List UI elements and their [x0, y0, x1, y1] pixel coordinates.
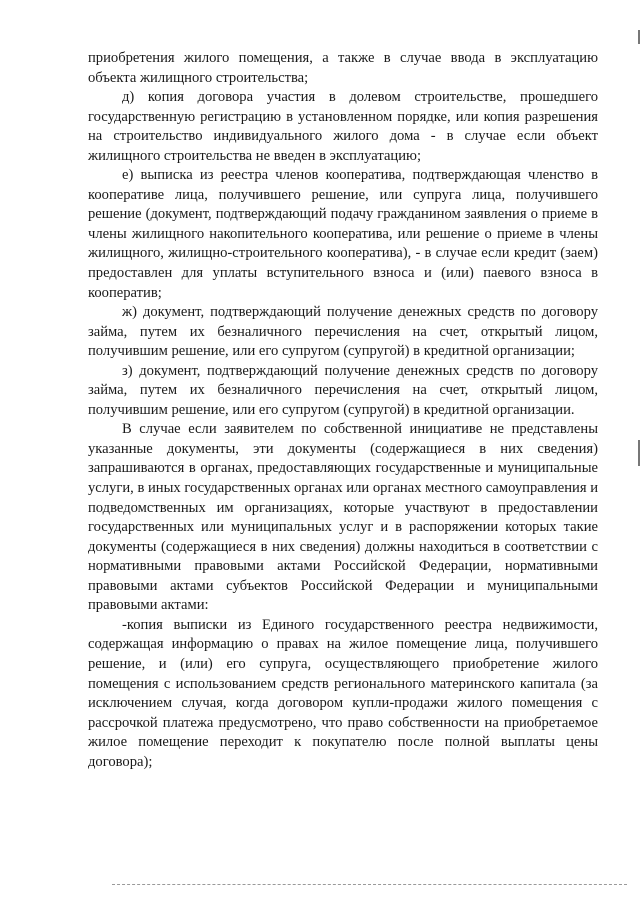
paragraph-item-e: е) выписка из реестра членов кооператива, подтверждающая членство в кооперативе лица, получившего решение, или супруга лица, получившего решение (документ, подтверждающий подачу гражданином заявления о приеме в члены жилищного накопительного кооператива, или решение о приеме в члены жилищного, жилищно-строительного кооператива), - в случае если кредит (заем) предоставлен для уплаты вступительного взноса и (или) паевого взноса в кооператив; — [88, 167, 598, 301]
paragraph-registry-extract: -копия выписки из Единого государственного реестра недвижимости, содержащая информацию о правах на жилое помещение лица, получившего решение, и (или) его супруга, осуществляющего приобретение жилого помещения с использованием средств регионального материнского капитала (за исключением случая, когда договором купли-продажи жилого помещения с рассрочкой платежа предусмотрено, что право собственности на приобретаемое жилое помещение переходит к покупателю после полной выплаты цены договора); — [88, 616, 598, 770]
document-page — [88, 49, 598, 772]
paragraph-item-z: з) документ, подтверждающий получение денежных средств по договору займа, путем их безналичного перечисления на счет, открытый лицом, получившим решение, или его супругом (супругой) в кредитной организации. — [88, 362, 598, 418]
paragraph-continuation: приобретения жилого помещения, а также в случае ввода в эксплуатацию объекта жилищного строительства; — [88, 50, 598, 86]
scan-bottom-rule — [112, 884, 627, 885]
paragraph-item-d: д) копия договора участия в долевом строительстве, прошедшего государственную регистрацию в установленном порядке, или копия разрешения на строительство индивидуального жилого дома - в случае если объект жилищного строительства не введен в эксплуатацию; — [88, 89, 598, 164]
paragraph-applicant-initiative: В случае если заявителем по собственной инициативе не представлены указанные документы, эти документы (содержащиеся в них сведения) запрашиваются в органах, предоставляющих государственные и муниципальные услуги, в иных государственных органах или органах местного самоуправления и подведомственных им организациях, которые участвуют в предоставлении государственных или муниципальных услуг и в распоряжении которых такие документы (содержащиеся в них сведения) должны находиться в соответствии с нормативными правовыми актами Российской Федерации, нормативными правовыми актами субъектов Российской Федерации и муниципальными правовыми актами: — [88, 421, 598, 614]
paragraph-item-zh: ж) документ, подтверждающий получение денежных средств по договору займа, путем их безналичного перечисления на счет, открытый лицом, получившим решение, или его супругом (супругой) в кредитной организации; — [88, 304, 598, 360]
